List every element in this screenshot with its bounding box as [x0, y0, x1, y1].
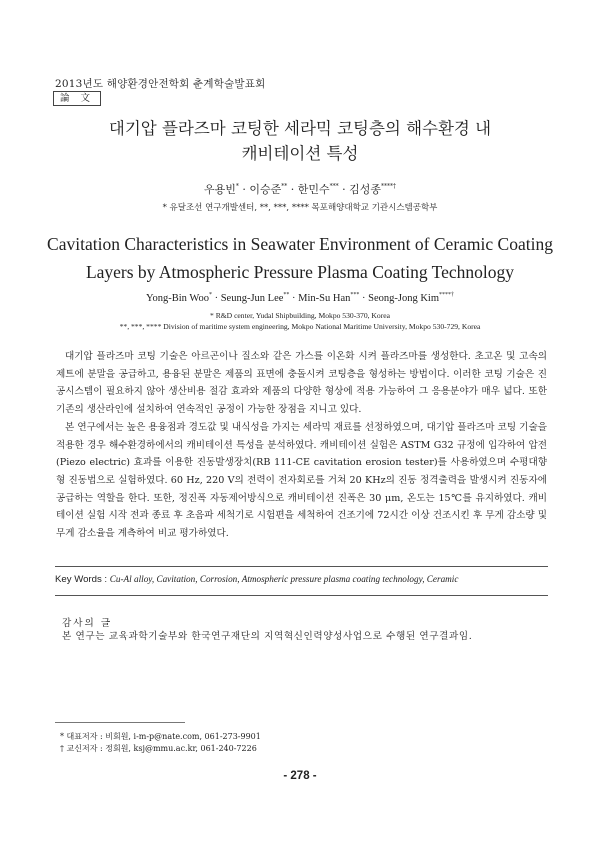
footnote-corresponding-1: * 대표저자 : 비회원, i-m-p@nate.com, 061-273-9901 — [60, 732, 261, 741]
english-affiliation — [30, 310, 570, 332]
keywords-divider-bottom — [55, 595, 548, 596]
abstract-paragraph-1: 대기압 플라즈마 코팅 기술은 아르곤이나 질소와 같은 가스를 이온화 시켜 플라즈마를 생성한다. 초고온 및 고속의 제트에 분말을 공급하고, 용융된 분말은 제품의 표면에 충돌시켜 코팅층을 형성하는 방법이다. 이러한 코팅 기술은 진공시스템이 필요하지 않아 생산비용 절감 효과와 제품의 다양한 형상에 적용 가능하여 그 응용분야가 매우 넓다. 또한 기존의 생산라인에 설치하여 연속적인 공정이 가능한 장점을 지니고 있다. — [56, 351, 547, 416]
korean-title — [40, 116, 560, 166]
english-authors — [40, 293, 560, 304]
footnote-corresponding-2: † 교신저자 : 정회원, ksj@mmu.ac.kr, 061-240-7226 — [60, 744, 257, 753]
author-en-2-mark: ** — [283, 292, 290, 298]
author-en-2: Seung-Jun Lee — [220, 293, 284, 304]
korean-title-line-1: 대기압 플라즈마 코팅한 세라믹 코팅층의 해수환경 내 — [108, 119, 492, 138]
author-en-4: Seong-Jong Kim — [368, 293, 439, 304]
english-title-line-2: Layers by Atmospheric Pressure Plasma Coating Technology — [85, 262, 515, 282]
author-en-3-mark: *** — [350, 292, 360, 298]
keywords-divider-top — [55, 566, 548, 567]
page-number: - 278 - — [283, 770, 317, 782]
keywords-value: Cu-Al alloy, Cavitation, Corrosion, Atmospheric pressure plasma coating technology, Ceramic — [109, 574, 459, 584]
korean-title-line-2: 캐비테이션 특성 — [241, 144, 359, 163]
abstract — [56, 348, 547, 543]
author-ko-1: 우용빈 — [203, 183, 236, 196]
conference-header: 2013년도 해양환경안전학회 춘계학술발표회 — [55, 78, 266, 90]
author-en-4-mark: ****† — [439, 292, 454, 298]
abstract-paragraph-2: 본 연구에서는 높은 용융점과 경도값 및 내식성을 가지는 세라믹 재료를 선정하였으며, 대기압 플라즈마 코팅 기술을 적용한 경우 해수환경하에서의 캐비테이션 특성을 분석하였다. 캐비테이션 실험은 ASTM G32 규정에 입각하여 압전(Piezo electric) 효과를 이용한 진동발생장치(RB 111-CE cavitation erosion tester)를 사용하였으며 수평대향형 진동법으로 실험하였다. 60 Hz, 220 V의 전력이 전자회로를 거쳐 20 KHz의 진동 정격출력을 발생시켜 진동자에 공급하는 역할을 한다. 또한, 정진폭 자동제어방식으로 캐비테이션 진폭은 30 μm, 온도는 15℃를 유지하였다. 캐비테이션 실험 시작 전과 종료 후 초음파 세척기로 시험편을 세척하여 건조기에 72시간 이상 건조시킨 후 무게 감소량 및 무게 감소율을 계측하여 비교 평가하였다. — [56, 421, 547, 540]
author-separator: · — [211, 293, 221, 304]
author-ko-4: 김성종 — [349, 183, 382, 196]
english-title — [30, 230, 570, 286]
author-separator: · — [289, 293, 299, 304]
english-affiliation-line-2: **, ***, **** Division of maritime system engineering, Mokpo National Maritime University, Mokpo 530-729, Korea — [119, 322, 481, 331]
author-ko-2: 이승준 — [249, 183, 282, 196]
english-affiliation-line-1: * R&D center, Yudal Shipbuilding, Mokpo 530-370, Korea — [210, 311, 390, 320]
korean-authors — [40, 181, 560, 197]
author-ko-4-mark: ****† — [381, 183, 397, 190]
footnote-rule — [55, 722, 185, 723]
english-title-line-1: Cavitation Characteristics in Seawater Environment of Ceramic Coating — [47, 234, 553, 254]
author-en-1-mark: * — [208, 292, 212, 298]
korean-affiliation: * 유달조선 연구개발센터, **, ***, **** 목포해양대학교 기관시스템공학부 — [162, 203, 438, 213]
author-en-3: Min-Su Han — [298, 293, 351, 304]
keywords — [55, 574, 548, 585]
keywords-label: Key Words : — [55, 574, 110, 585]
author-separator: · — [238, 183, 250, 196]
author-ko-2-mark: ** — [281, 183, 288, 190]
paper-type-badge: 論 文 — [53, 91, 101, 106]
author-en-1: Yong-Bin Woo — [145, 293, 209, 304]
author-separator: · — [359, 293, 369, 304]
author-ko-3: 한민수 — [297, 183, 330, 196]
author-separator: · — [338, 183, 350, 196]
acknowledgement-body: 본 연구는 교육과학기술부와 한국연구재단의 지역혁신인력양성사업으로 수행된 연구결과임. — [62, 631, 473, 642]
acknowledgement-title: 감사의 글 — [62, 618, 113, 629]
author-separator: · — [287, 183, 298, 196]
author-ko-1-mark: * — [235, 183, 239, 190]
author-ko-3-mark: *** — [329, 183, 339, 190]
